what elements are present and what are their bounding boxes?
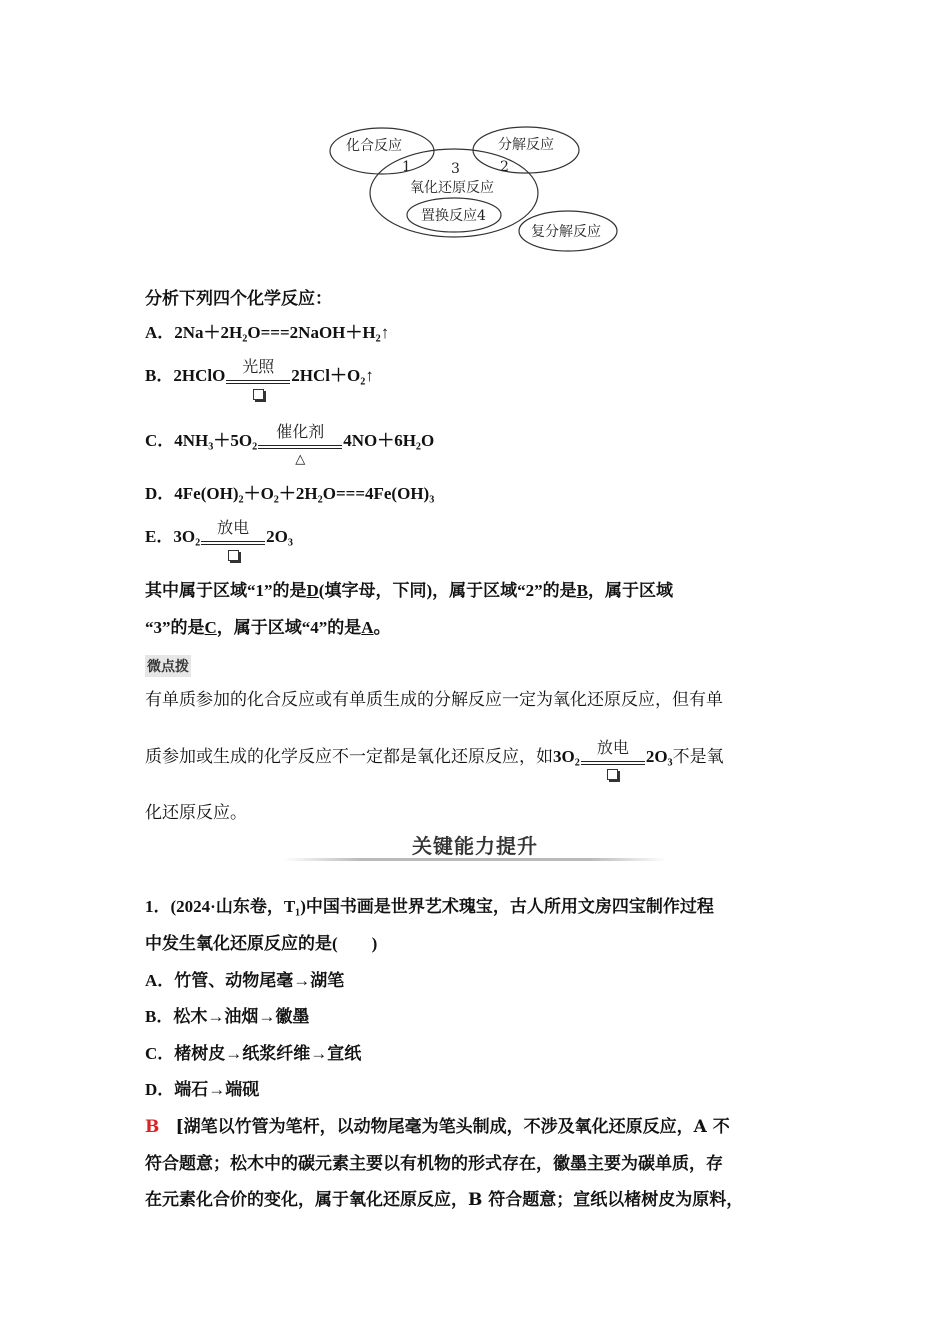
answer-letter: B [145,1117,160,1137]
option-d: D．端石→端砚 [145,1080,260,1099]
reaction-e-condition [201,518,265,549]
answer-region-1: D [306,581,319,600]
tip-title: 微点拨 [145,655,191,677]
answer-text: 。 [373,618,391,637]
explanation-line-3: 在元素化合价的变化，属于氧化还原反应，B 符合题意；宣纸以楮树皮为原料， [145,1190,744,1210]
tip-reactants: 3O₂ [553,747,580,766]
answer-region-3: C [204,618,217,637]
reaction-b [145,357,374,388]
answer-text: ，属于区域“4”的是 [216,618,362,637]
tip-text: 不是氧 [672,747,724,767]
reaction-d-equation: 4Fe(OH)₂＋O₂＋2H₂O===4Fe(OH)₃ [174,484,435,503]
combination-label: 化合反应 [346,138,402,154]
reaction-e-products: 2O₃ [266,527,293,546]
reaction-c-products: 4NO＋6H₂O [343,431,435,450]
reaction-b-products: 2HCl＋O₂↑ [291,366,374,385]
redox-label: 氧化还原反应 [410,180,494,196]
reaction-d-label: D． [145,484,175,503]
analyze-intro: 分析下列四个化学反应： [145,289,332,308]
option-b: B．松木→油烟→徽墨 [145,1007,310,1026]
reaction-d [145,483,434,505]
placeholder-box-icon [228,550,239,561]
reaction-e [145,518,293,549]
explanation-line-1 [145,1116,730,1138]
tip-condition [581,737,645,769]
answer-text: “3”的是 [145,618,205,637]
section-divider [283,858,667,861]
reaction-e-condition-text: 放电 [217,518,250,538]
double-decomposition-label: 复分解反应 [531,224,601,240]
placeholder-box-icon [253,389,264,400]
tip-condition-text: 放电 [596,737,629,757]
tip-line-3: 化还原反应。 [145,803,247,823]
reaction-c-heat-symbol: △ [295,451,306,467]
explanation-text: [湖笔以竹管为笔杆，以动物尾毫为笔头制成，不涉及氧化还原反应，A 不 [175,1117,730,1137]
displacement-label: 置换反应4 [421,208,486,224]
reaction-e-reactants: 3O₂ [173,527,201,546]
answer-line-1 [145,580,673,602]
reaction-a [145,322,389,344]
decomposition-label: 分解反应 [498,137,554,153]
reaction-c-reactants: 4NH₃＋5O₂ [174,431,258,450]
section-header [283,826,667,862]
explanation-line-2: 符合题意；松木中的碳元素主要以有机物的形式存在，徽墨主要为碳单质，存 [145,1154,723,1174]
reaction-e-label: E． [145,527,174,546]
tip-line-1: 有单质参加的化合反应或有单质生成的分解反应一定为氧化还原反应，但有单 [145,690,723,710]
tip-line-2 [145,737,724,769]
region-2-label: 2 [500,159,509,175]
section-title: 关键能力提升 [412,834,538,858]
reaction-venn-diagram [325,124,625,256]
question-stem-2: 中发生氧化还原反应的是( ) [145,934,378,953]
reaction-b-condition [226,357,290,388]
reaction-c-label: C． [145,431,175,450]
answer-region-4: A [361,618,374,637]
answer-text: (填字母，下同)，属于区域“2”的是 [318,581,577,600]
reaction-b-label: B． [145,366,174,385]
placeholder-box-icon [607,769,618,780]
option-a: A．竹管、动物尾毫→湖笔 [145,971,345,990]
reaction-a-equation: 2Na＋2H₂O===2NaOH＋H₂↑ [174,323,390,342]
answer-text: ，属于区域 [587,581,673,600]
reaction-b-reactants: 2HClO [173,366,226,385]
answer-line-2 [145,617,391,639]
option-c: C．楮树皮→纸浆纤维→宣纸 [145,1044,362,1063]
answer-text: 其中属于区域“1”的是 [145,581,307,600]
tip-products: 2O₃ [645,747,673,766]
reaction-a-label: A． [145,323,175,342]
reaction-c-condition [258,422,342,467]
reaction-b-condition-text: 光照 [242,357,275,377]
tip-text: 质参加或生成的化学反应不一定都是氧化还原反应，如 [145,747,553,767]
region-3-label: 3 [451,161,460,177]
region-1-label: 1 [402,159,411,175]
reaction-c-catalyst-text: 催化剂 [276,422,325,442]
reaction-c [145,422,435,467]
question-stem-1: 1．(2024·山东卷，T₁)中国书画是世界艺术瑰宝，古人所用文房四宝制作过程 [145,897,714,916]
answer-region-2: B [576,581,588,600]
